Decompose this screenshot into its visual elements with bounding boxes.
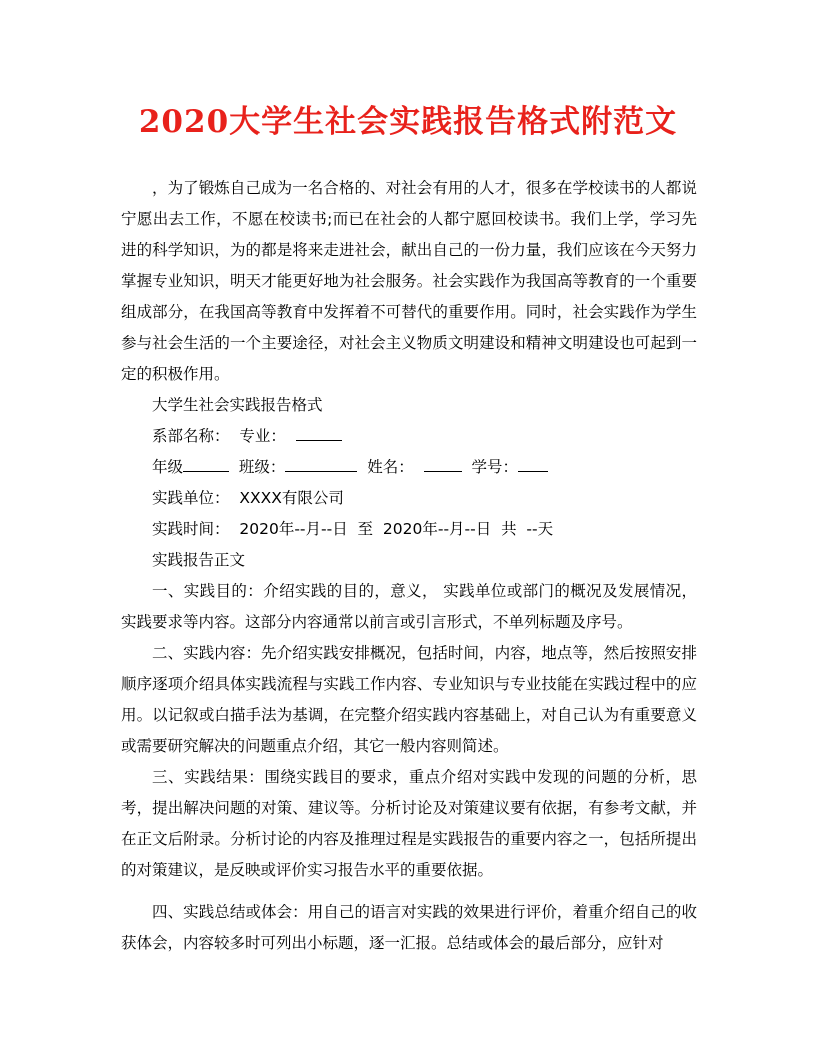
grade-blank: [183, 456, 229, 472]
section-summary: 四、实践总结或体会：用自己的语言对实践的效果进行评价，着重介绍自己的收获体会，内容较多时可列出小标题，逐一汇报。总结或体会的最后部分，应针对: [121, 903, 697, 952]
name-label: 姓名：: [367, 458, 414, 476]
paragraph-gap: [121, 886, 697, 897]
form-line-dept: [121, 421, 697, 452]
time-value: 2020年--月--日 至 2020年--月--日 共 --天: [239, 520, 554, 538]
form-line-unit: [121, 483, 697, 514]
student-id-label: 学号：: [471, 458, 518, 476]
class-label: 班级：: [238, 458, 286, 476]
section-content: 二、实践内容：先介绍实践安排概况，包括时间，内容，地点等，然后按照安排顺序逐项介绍具体实践流程与实践工作内容、专业知识与专业技能在实践过程中的应用。以记叙或白描手法为基调，在完整介绍实践内容基础上，对自己认为有重要意义或需要研究解决的问题重点介绍，其它一般内容则简述。: [121, 644, 697, 755]
intro-paragraph: ，为了锻炼自己成为一名合格的、对社会有用的人才，很多在学校读书的人都说宁愿出去工作，不愿在校读书;而已在社会的人都宁愿回校读书。我们上学，学习先进的科学知识，为的都是将来走进社会，献出自己的一份力量，我们应该在今天努力掌握专业知识，明天才能更好地为社会服务。社会实践作为我国高等教育的一个重要组成部分，在我国高等教育中发挥着不可替代的重要作用。同时，社会实践作为学生参与社会生活的一个主要途径，对社会主义物质文明建设和精神文明建设也可起到一定的积极作用。: [121, 179, 697, 383]
body-heading: 实践报告正文: [152, 551, 246, 569]
section-result: 三、实践结果：围绕实践目的要求，重点介绍对实践中发现的问题的分析，思考，提出解决问题的对策、建议等。分析讨论及对策建议要有依据，有参考文献，并在正文后附录。分析讨论的内容及推理过程是实践报告的重要内容之一，包括所提出的对策建议，是反映或评价实习报告水平的重要依据。: [121, 768, 697, 879]
class-blank: [285, 456, 357, 472]
document-body: [121, 173, 697, 959]
student-id-blank: [518, 456, 548, 472]
document-title: 2020大学生社会实践报告格式附范文: [138, 104, 678, 140]
format-heading: 大学生社会实践报告格式: [152, 396, 323, 414]
name-blank: [424, 456, 462, 472]
time-label: 实践时间：: [152, 520, 230, 538]
unit-label: 实践单位：: [152, 489, 230, 507]
section-purpose: 一、实践目的：介绍实践的目的，意义， 实践单位或部门的概况及发展情况，实践要求等内容。这部分内容通常以前言或引言形式，不单列标题及序号。: [121, 582, 697, 631]
major-blank: [296, 425, 342, 441]
dept-label: 系部名称：: [152, 427, 230, 445]
major-label: 专业：: [239, 427, 286, 445]
form-line-time: [121, 514, 697, 545]
grade-label: 年级: [152, 458, 184, 476]
form-line-grade: [121, 452, 697, 483]
unit-value: XXXX有限公司: [239, 489, 344, 507]
